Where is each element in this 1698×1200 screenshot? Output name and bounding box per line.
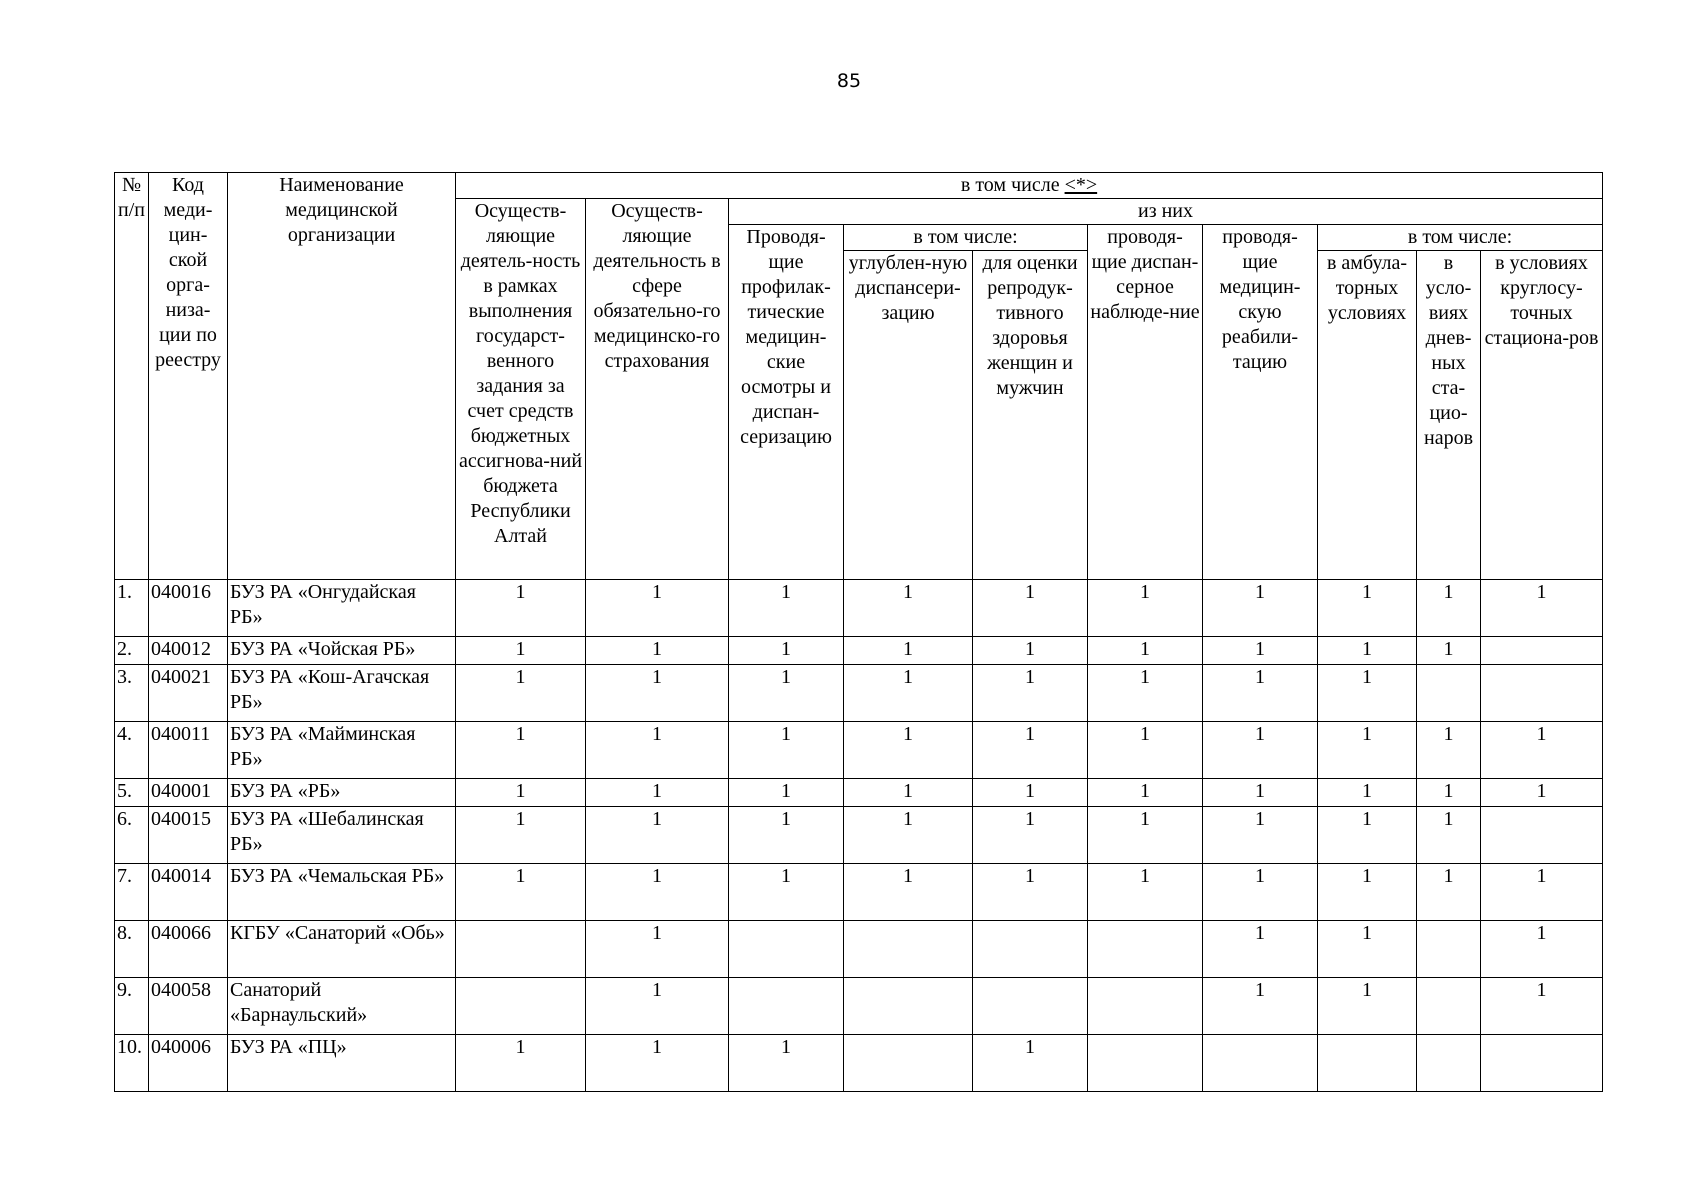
value-cell: 1 <box>1481 722 1603 779</box>
header-code: Код меди-цин-ской орга-низа-ции по реестру <box>149 173 228 580</box>
value-cell: 1 <box>973 864 1088 921</box>
header-deep-disp: углублен-ную диспансери-зацию <box>844 251 973 580</box>
value-cell: 1 <box>456 779 586 807</box>
value-cell <box>1088 978 1203 1035</box>
header-of-them: из них <box>729 199 1603 225</box>
value-cell <box>1417 1035 1481 1092</box>
value-cell: 1 <box>1481 921 1603 978</box>
footnote-ref: <*> <box>1064 174 1098 196</box>
value-cell: 1 <box>1318 864 1417 921</box>
row-number: 6. <box>115 807 149 864</box>
org-code: 040066 <box>149 921 228 978</box>
header-disp-observation: проводя-щие диспан-серное наблюде-ние <box>1088 225 1203 580</box>
value-cell <box>456 978 586 1035</box>
header-org-name: Наименование медицинской организации <box>228 173 456 580</box>
value-cell: 1 <box>1088 779 1203 807</box>
table-row <box>115 1035 1603 1092</box>
value-cell: 1 <box>1318 779 1417 807</box>
table-row <box>115 921 1603 978</box>
value-cell: 1 <box>586 978 729 1035</box>
org-code: 040011 <box>149 722 228 779</box>
header-no: № п/п <box>115 173 149 580</box>
row-number: 4. <box>115 722 149 779</box>
value-cell: 1 <box>456 1035 586 1092</box>
org-name: БУЗ РА «Кош-Агачская РБ» <box>228 665 456 722</box>
value-cell: 1 <box>973 779 1088 807</box>
value-cell: 1 <box>1481 978 1603 1035</box>
value-cell <box>1417 921 1481 978</box>
table-row <box>115 807 1603 864</box>
value-cell: 1 <box>586 864 729 921</box>
value-cell <box>844 978 973 1035</box>
org-code: 040014 <box>149 864 228 921</box>
org-name: БУЗ РА «Майминская РБ» <box>228 722 456 779</box>
table-row <box>115 665 1603 722</box>
value-cell <box>844 921 973 978</box>
table-body <box>115 580 1603 1092</box>
org-code: 040006 <box>149 1035 228 1092</box>
value-cell: 1 <box>1203 921 1318 978</box>
header-row-1 <box>115 173 1603 199</box>
page-number: 85 <box>836 70 862 92</box>
row-number: 2. <box>115 637 149 665</box>
value-cell: 1 <box>729 665 844 722</box>
value-cell: 1 <box>1203 665 1318 722</box>
value-cell: 1 <box>1318 580 1417 637</box>
value-cell: 1 <box>1417 722 1481 779</box>
value-cell <box>973 978 1088 1035</box>
value-cell: 1 <box>844 864 973 921</box>
value-cell: 1 <box>1203 580 1318 637</box>
value-cell: 1 <box>844 779 973 807</box>
value-cell: 1 <box>1088 665 1203 722</box>
org-name: БУЗ РА «Чемальская РБ» <box>228 864 456 921</box>
value-cell: 1 <box>456 807 586 864</box>
header-round-clock: в условиях круглосу-точных стациона-ров <box>1481 251 1603 580</box>
row-number: 8. <box>115 921 149 978</box>
org-code: 040012 <box>149 637 228 665</box>
value-cell: 1 <box>844 637 973 665</box>
table-row <box>115 779 1603 807</box>
org-name: БУЗ РА «Чойская РБ» <box>228 637 456 665</box>
value-cell: 1 <box>729 779 844 807</box>
value-cell <box>1088 921 1203 978</box>
value-cell: 1 <box>456 864 586 921</box>
value-cell: 1 <box>586 1035 729 1092</box>
org-code: 040016 <box>149 580 228 637</box>
header-oms: Осуществ-ляющие деятельность в сфере обязательно-го медицинско-го страхования <box>586 199 729 580</box>
value-cell: 1 <box>1318 807 1417 864</box>
value-cell <box>973 921 1088 978</box>
value-cell: 1 <box>729 807 844 864</box>
org-code: 040021 <box>149 665 228 722</box>
org-name: Санаторий «Барнаульский» <box>228 978 456 1035</box>
value-cell: 1 <box>1481 580 1603 637</box>
header-rehabilitation: проводя-щие медицин-скую реабили-тацию <box>1203 225 1318 580</box>
header-reproductive: для оценки репродук-тивного здоровья женщин и мужчин <box>973 251 1088 580</box>
org-name: БУЗ РА «ПЦ» <box>228 1035 456 1092</box>
header-state-task: Осуществ-ляющие деятель-ность в рамках выполнения государст-венного задания за счет средств бюджетных ассигнова-ний бюджета Республики Алтай <box>456 199 586 580</box>
value-cell: 1 <box>1318 921 1417 978</box>
header-prof-exams: Проводя-щие профилак-тические медицин-ские осмотры и диспан-серизацию <box>729 225 844 580</box>
table-row <box>115 580 1603 637</box>
value-cell: 1 <box>1088 637 1203 665</box>
row-number: 10. <box>115 1035 149 1092</box>
value-cell: 1 <box>456 722 586 779</box>
header-in-total-text: в том числе <box>960 174 1065 196</box>
org-code: 040015 <box>149 807 228 864</box>
value-cell: 1 <box>973 722 1088 779</box>
value-cell: 1 <box>729 1035 844 1092</box>
value-cell: 1 <box>1203 722 1318 779</box>
org-name: БУЗ РА «Шебалинская РБ» <box>228 807 456 864</box>
value-cell: 1 <box>973 807 1088 864</box>
value-cell <box>1318 1035 1417 1092</box>
value-cell: 1 <box>1203 807 1318 864</box>
value-cell: 1 <box>844 722 973 779</box>
value-cell: 1 <box>844 807 973 864</box>
value-cell: 1 <box>1088 864 1203 921</box>
value-cell: 1 <box>1481 864 1603 921</box>
value-cell: 1 <box>1318 978 1417 1035</box>
row-number: 3. <box>115 665 149 722</box>
value-cell: 1 <box>844 580 973 637</box>
org-name: БУЗ РА «РБ» <box>228 779 456 807</box>
value-cell <box>1417 665 1481 722</box>
table-row <box>115 864 1603 921</box>
value-cell: 1 <box>586 665 729 722</box>
value-cell: 1 <box>1203 864 1318 921</box>
value-cell: 1 <box>729 580 844 637</box>
table-row <box>115 978 1603 1035</box>
header-including-1: в том числе: <box>844 225 1088 251</box>
header-in-total <box>456 173 1603 199</box>
header-including-2: в том числе: <box>1318 225 1603 251</box>
value-cell: 1 <box>586 807 729 864</box>
medical-organizations-table <box>114 172 1603 1092</box>
value-cell: 1 <box>1203 637 1318 665</box>
value-cell: 1 <box>973 1035 1088 1092</box>
value-cell: 1 <box>586 580 729 637</box>
value-cell: 1 <box>586 722 729 779</box>
value-cell: 1 <box>973 665 1088 722</box>
value-cell <box>1481 637 1603 665</box>
value-cell: 1 <box>586 921 729 978</box>
value-cell: 1 <box>1417 779 1481 807</box>
value-cell <box>1481 665 1603 722</box>
value-cell <box>1481 1035 1603 1092</box>
value-cell: 1 <box>1203 779 1318 807</box>
org-code: 040001 <box>149 779 228 807</box>
value-cell: 1 <box>973 637 1088 665</box>
value-cell: 1 <box>1481 779 1603 807</box>
value-cell: 1 <box>1318 722 1417 779</box>
value-cell <box>1088 1035 1203 1092</box>
value-cell: 1 <box>1088 807 1203 864</box>
value-cell: 1 <box>1203 978 1318 1035</box>
table-row <box>115 637 1603 665</box>
org-name: КГБУ «Санаторий «Обь» <box>228 921 456 978</box>
row-number: 7. <box>115 864 149 921</box>
value-cell <box>1417 978 1481 1035</box>
value-cell <box>456 921 586 978</box>
value-cell: 1 <box>1417 637 1481 665</box>
value-cell: 1 <box>729 864 844 921</box>
value-cell: 1 <box>586 637 729 665</box>
header-ambulatory: в амбула-торных условиях <box>1318 251 1417 580</box>
value-cell: 1 <box>729 637 844 665</box>
header-day-hospital: в усло-виях днев-ных ста-цио-наров <box>1417 251 1481 580</box>
value-cell <box>1203 1035 1318 1092</box>
value-cell: 1 <box>729 722 844 779</box>
value-cell: 1 <box>1088 580 1203 637</box>
value-cell <box>844 1035 973 1092</box>
row-number: 5. <box>115 779 149 807</box>
value-cell: 1 <box>1417 864 1481 921</box>
value-cell: 1 <box>586 779 729 807</box>
value-cell: 1 <box>1417 807 1481 864</box>
row-number: 1. <box>115 580 149 637</box>
value-cell <box>1481 807 1603 864</box>
value-cell: 1 <box>1417 580 1481 637</box>
value-cell: 1 <box>456 665 586 722</box>
value-cell <box>729 978 844 1035</box>
value-cell: 1 <box>1088 722 1203 779</box>
org-name: БУЗ РА «Онгудайская РБ» <box>228 580 456 637</box>
table-row <box>115 722 1603 779</box>
org-code: 040058 <box>149 978 228 1035</box>
value-cell: 1 <box>456 637 586 665</box>
value-cell: 1 <box>844 665 973 722</box>
value-cell: 1 <box>1318 637 1417 665</box>
value-cell <box>729 921 844 978</box>
value-cell: 1 <box>973 580 1088 637</box>
row-number: 9. <box>115 978 149 1035</box>
value-cell: 1 <box>1318 665 1417 722</box>
value-cell: 1 <box>456 580 586 637</box>
